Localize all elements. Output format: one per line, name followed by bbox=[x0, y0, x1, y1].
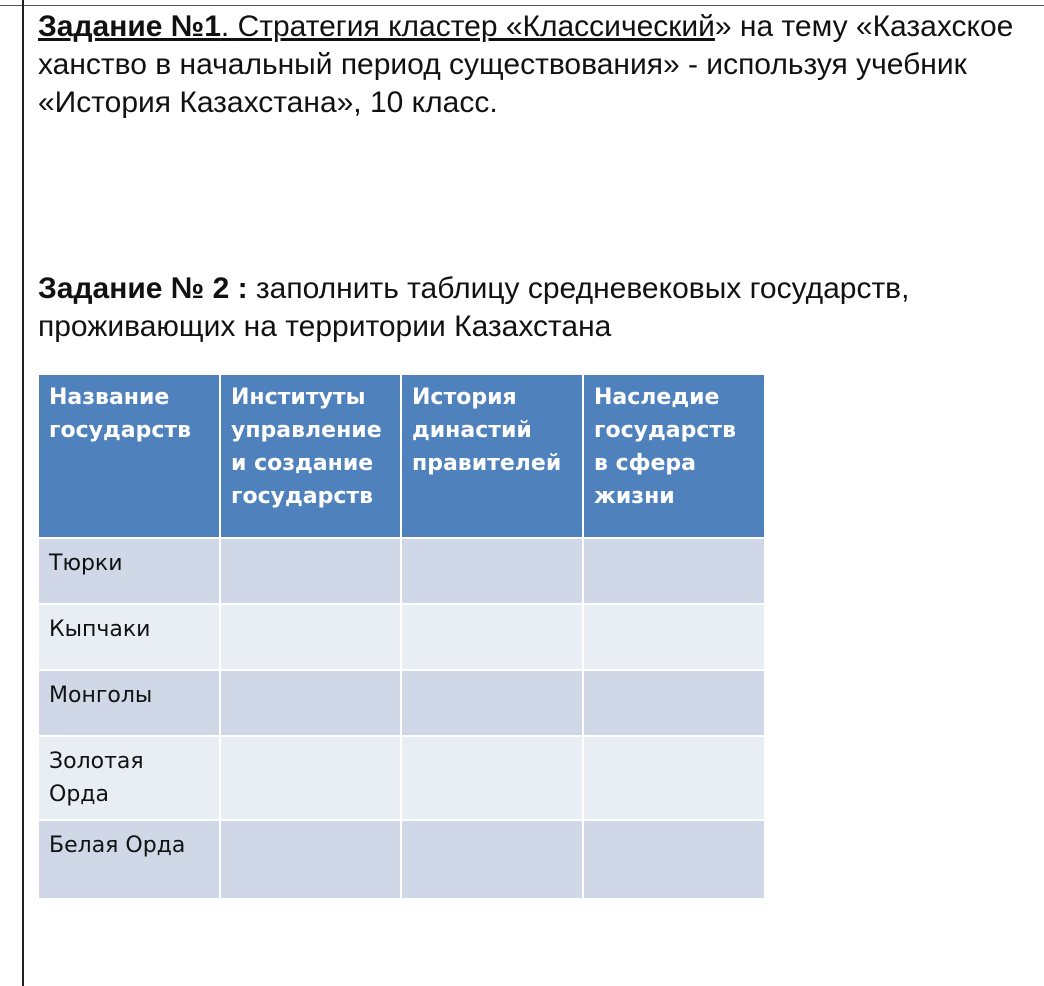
table-cell[interactable] bbox=[220, 670, 401, 736]
header-dynasties: История династий правителей bbox=[401, 374, 583, 538]
task-1-separator: . bbox=[220, 10, 238, 43]
task-1-strategy-text: Стратегия кластер «Классический bbox=[237, 10, 715, 43]
table-cell[interactable] bbox=[583, 670, 765, 736]
table-cell[interactable] bbox=[220, 538, 401, 604]
table-cell[interactable] bbox=[401, 604, 583, 670]
task-2-text: заполнить таблицу средневековых государств, проживающих на территории Казахстана bbox=[38, 272, 910, 343]
row-state-name: Белая Орда bbox=[38, 820, 220, 899]
table-cell[interactable] bbox=[220, 736, 401, 820]
row-state-name: Тюрки bbox=[38, 538, 220, 604]
header-state-name: Название государств bbox=[38, 374, 220, 538]
table-cell[interactable] bbox=[583, 820, 765, 899]
row-state-name: Монголы bbox=[38, 670, 220, 736]
table-header-row bbox=[38, 374, 765, 538]
table-row bbox=[38, 736, 765, 820]
row-state-name: Кыпчаки bbox=[38, 604, 220, 670]
page-top-border bbox=[0, 5, 1044, 6]
table-row bbox=[38, 538, 765, 604]
table-cell[interactable] bbox=[583, 736, 765, 820]
task-1-paragraph bbox=[38, 8, 1028, 122]
table-cell[interactable] bbox=[401, 670, 583, 736]
task-2-heading: Задание № 2 : bbox=[38, 272, 248, 305]
table-cell[interactable] bbox=[583, 604, 765, 670]
table-cell[interactable] bbox=[220, 820, 401, 899]
table-cell[interactable] bbox=[220, 604, 401, 670]
page-left-border bbox=[22, 0, 24, 986]
table-row bbox=[38, 670, 765, 736]
table-cell[interactable] bbox=[583, 538, 765, 604]
task-1-heading: Задание №1 bbox=[38, 10, 221, 43]
task-2-paragraph bbox=[38, 270, 1028, 346]
table-row bbox=[38, 820, 765, 899]
row-state-name: Золотая Орда bbox=[38, 736, 220, 820]
table-cell[interactable] bbox=[401, 820, 583, 899]
table-cell[interactable] bbox=[401, 538, 583, 604]
table-cell[interactable] bbox=[401, 736, 583, 820]
table-row bbox=[38, 604, 765, 670]
header-legacy: Наследие государств в сфера жизни bbox=[583, 374, 765, 538]
task-1-topic-text: » на тему «Казахское ханство в начальный период существования» - используя учебник «История Казахстана», 10 класс. bbox=[38, 10, 1014, 119]
states-table bbox=[37, 373, 766, 900]
header-institutions: Институты управление и создание государств bbox=[220, 374, 401, 538]
